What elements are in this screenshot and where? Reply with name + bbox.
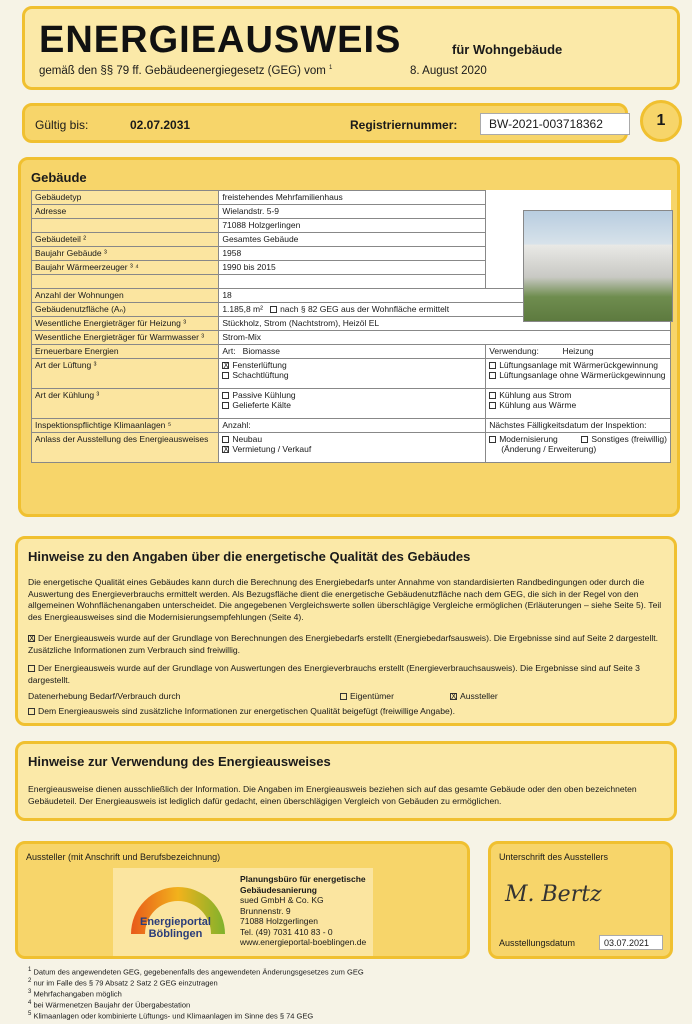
table-row: 71088 Holzgerlingen (32, 219, 671, 233)
validity-bar (22, 103, 628, 143)
table-row: Inspektionspflichtige Klimaanlagen ⁵ Anzahl: Nächstes Fälligkeitsdatum der Inspektion: (32, 419, 671, 433)
reg-label: Registriernummer: (350, 118, 458, 132)
hints-paragraph: Die energetische Qualität eines Gebäudes kann durch die Berechnung des Energiebedarfs unter Annahme von standardisierten Randbedingungen oder durch die Auswertung des Energieverbrauchs ermittelt werden. Als Bezugsfläche dient die energetische Gebäudenutzfläche nach dem GEG, die sich in der Regel von den allgemeinen Wohnflächenangaben unterscheidet. Die angegebenen Vergleichswerte sollen überschlägige Vergleiche ermöglichen (Erläuterungen – siehe Seite 5). Teil des Energieausweises sind die Modernisierungsempfehlungen (Seite 4). (28, 577, 662, 622)
building-photo (523, 210, 673, 322)
logo-text: Energieportal Böblingen (140, 916, 211, 940)
table-row: Anlass der Ausstellung des Energieausweises Neubau X Vermietung / Verkauf Modernisierung Sonstiges (freiwillig) (Änderung / Erweiterung) (32, 433, 671, 463)
hints-title: Hinweise zu den Angaben über die energetische Qualität des Gebäudes (28, 549, 471, 564)
hint-option-extra: Dem Energieausweis sind zusätzliche Informationen zur energetischen Qualität beigefügt (freiwillige Angabe). (28, 706, 668, 718)
issuer-address: Planungsbüro für energetische Gebäudesanierung sued GmbH & Co. KG Brunnenstr. 9 71088 Holzgerlingen Tel. (49) 7031 410 83 - 0 www.energieportal-boeblingen.de (240, 874, 367, 947)
signature-image: M. Bertz (505, 882, 602, 907)
data-collection: Datenerhebung Bedarf/Verbrauch durch Eigentümer X Aussteller (28, 691, 498, 702)
table-row: Adresse Wielandstr. 5-9 (32, 205, 671, 219)
footnote: $^5$ Klimaanlagen oder kombinierte Lüftungs- und Klimaanlagen im Sinne des § 74 GEG (28, 1011, 314, 1021)
valid-date: 02.07.2031 (130, 118, 191, 132)
table-row: Art der Lüftung ³ X Fensterlüftung Schachtlüftung Lüftungsanlage mit Wärmerückgewinnung Lüftungsanlage ohne Wärmerückgewinnung (32, 359, 671, 389)
table-row: Gebäudenutzfläche (Aₙ) 1.185,8 m² nach § 82 GEG aus der Wohnfläche ermittelt (32, 303, 671, 317)
building-section (18, 157, 680, 517)
law-date: 8. August 2020 (410, 65, 487, 77)
footnotes (28, 966, 364, 1021)
table-row: Art der Kühlung ³ Passive Kühlung Gelieferte Kälte Kühlung aus Strom Kühlung aus Wärme (32, 389, 671, 419)
footnote: $^2$ nur im Falle des § 79 Absatz 2 Satz 2 GEG einzutragen (28, 978, 218, 988)
energieportal-logo (123, 874, 233, 952)
usage-title: Hinweise zur Verwendung des Energieausweises (28, 754, 331, 769)
issue-date-label: Ausstellungsdatum (499, 938, 576, 948)
issuer-label: Aussteller (mit Anschrift und Berufsbezeichnung) (26, 852, 221, 862)
footnote: $^4$ bei Wärmenetzen Baujahr der Übergabestation (28, 1000, 191, 1010)
table-row: Baujahr Wärmeerzeuger ³ ⁴ 1990 bis 2015 (32, 261, 671, 275)
table-row: Wesentliche Energieträger für Heizung ³ Stückholz, Strom (Nachtstrom), Heizöl EL (32, 317, 671, 331)
building-title: Gebäude (31, 170, 87, 185)
table-row: Erneuerbare Energien Art: Biomasse Verwendung: Heizung (32, 345, 671, 359)
valid-label: Gültig bis: (35, 118, 89, 132)
law-reference: gemäß den §§ 79 ff. Gebäudeenergiegesetz (GEG) vom $^1$ (39, 65, 333, 77)
doc-title: ENERGIEAUSWEIS (39, 19, 402, 61)
usage-section (15, 741, 677, 821)
table-row: Wesentliche Energieträger für Warmwasser ³ Strom-Mix (32, 331, 671, 345)
doc-subtitle: für Wohngebäude (452, 42, 563, 57)
usage-text: Energieausweise dienen ausschließlich der Information. Die Angaben im Energieausweis beziehen sich auf das gesamte Gebäude oder den oben bezeichneten Gebäudeteil. Der Energieausweis ist lediglich dafür gedacht, einen überschlägigen Vergleich von Gebäuden zu ermöglichen. (28, 784, 637, 806)
hint-option-consumption: Der Energieausweis wurde auf der Grundlage von Auswertungen des Energieverbrauchs erstellt (Energieverbrauchsausweis). Die Ergebnisse sind auf Seite 3 dargestellt. (28, 663, 640, 685)
issue-date: 03.07.2021 (599, 935, 663, 950)
footnote: $^3$ Mehrfachangaben möglich (28, 989, 122, 999)
reg-number: BW-2021-003718362 (480, 113, 630, 135)
header-box (22, 6, 680, 90)
table-row: Anzahl der Wohnungen 18 (32, 289, 671, 303)
hints-section (15, 536, 677, 726)
table-row: Baujahr Gebäude ³ 1958 (32, 247, 671, 261)
signature-section (488, 841, 673, 959)
hint-option-demand: X Der Energieausweis wurde auf der Grundlage von Berechnungen des Energiebedarfs erstellt (Energiebedarfsausweis). Die Ergebnisse sind auf Seite 2 dargestellt. Zusätzliche Informationen zum Verbrauch sind freiwillig. (28, 633, 659, 655)
issuer-section (15, 841, 470, 959)
page-number: 1 (640, 100, 682, 142)
table-row: Gebäudetyp freistehendes Mehrfamilienhaus (32, 191, 671, 205)
table-row: Gebäudeteil ² Gesamtes Gebäude (32, 233, 671, 247)
signature-label: Unterschrift des Ausstellers (499, 852, 609, 862)
footnote: $^1$ Datum des angewendeten GEG, gegebenenfalls des angewendeten Änderungsgesetzes zum GEG (28, 967, 364, 977)
